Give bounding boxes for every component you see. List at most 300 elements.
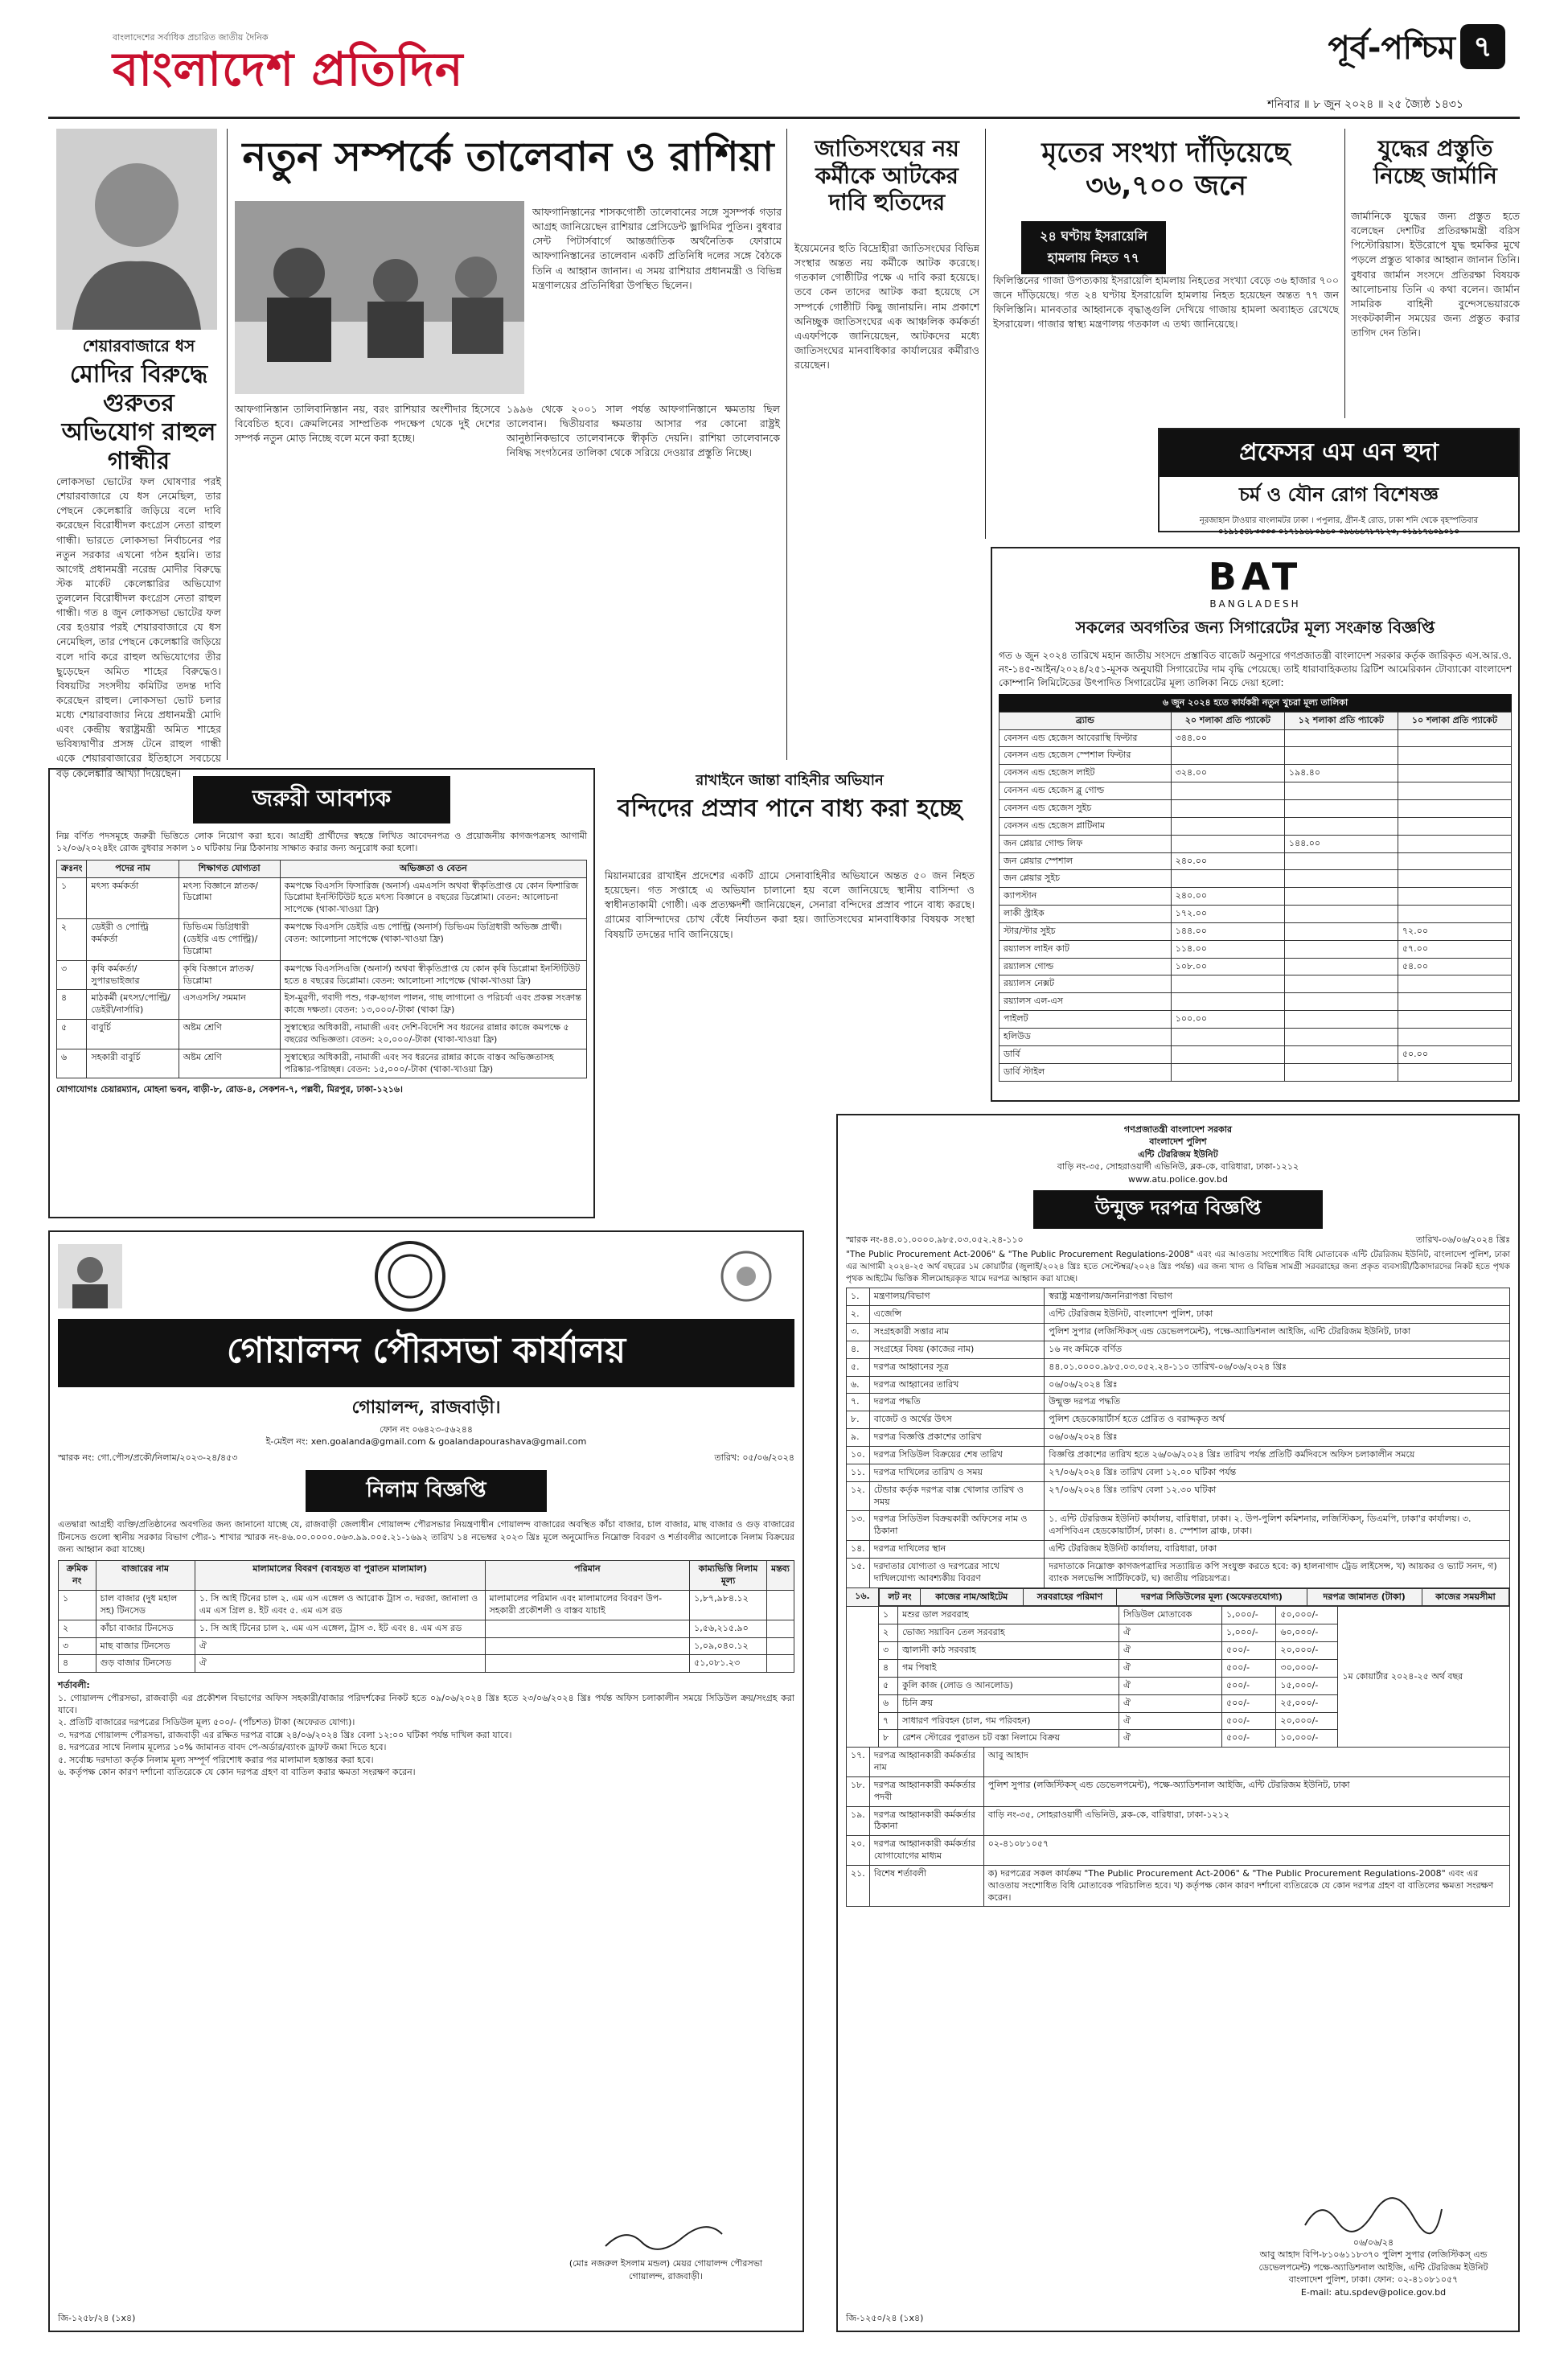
goalanda-column-header: মন্তব্য bbox=[766, 1561, 794, 1591]
goalanda-cell bbox=[766, 1655, 794, 1673]
job-cell: কমপক্ষে বিএসসি ফিসারিজ (অনার্স) এমএসসি অথবা স্বীকৃতিপ্রাপ্ত যে কোন ফিশারিজ ডিপ্লোমা ইনস্টিটিউট হতে মৎস্য বিজ্ঞানে ৪ বছরের ডিপ্লোমা। বেতন: আলোচনা সাপেক্ষে (থাকা-খাওয়া ফ্রি) bbox=[280, 877, 586, 919]
bat-row bbox=[999, 765, 1512, 782]
police-info-cell: ১৪. bbox=[847, 1541, 870, 1559]
rahul-headline[interactable]: মোদির বিরুদ্ধে গুরুতর অভিযোগ রাহুল গান্ধীর bbox=[61, 360, 216, 475]
column-divider bbox=[227, 129, 228, 760]
police-item-cell: ২০,০০০/- bbox=[1276, 1642, 1338, 1660]
police-info-row bbox=[847, 1464, 1510, 1481]
bat-cell: ৫৭.০০ bbox=[1398, 940, 1511, 958]
goalanda-cell bbox=[766, 1637, 794, 1655]
bat-cell: ৫৪.০০ bbox=[1398, 958, 1511, 975]
bat-cell: ১৭২.০০ bbox=[1171, 906, 1284, 923]
bat-logo-text: BAT bbox=[1208, 555, 1303, 598]
doctor-phone: ০১৯১৫৪৮৩৩৩৩ ০১৭১৯৬৮০৯৬০ ০৯৬৬৬৭৮৭৮২৩, ০১৯১৭৬০৯০১০ bbox=[1217, 528, 1460, 536]
bat-column-header: ২০ শলাকা প্রতি প্যাকেট bbox=[1171, 712, 1284, 729]
signature-icon bbox=[1301, 2193, 1446, 2233]
goalanda-column-header: পরিমান bbox=[485, 1561, 690, 1591]
bat-row bbox=[999, 1028, 1512, 1045]
police-info-cell: পুলিশ হেডকোয়ার্টার্স হতে প্রেরিত ও বরাদ্দকৃত অর্থ bbox=[1045, 1411, 1510, 1429]
police-item-cell: ৫০০/- bbox=[1221, 1694, 1275, 1712]
bat-cell: ৭২.০০ bbox=[1398, 922, 1511, 940]
bat-cell bbox=[1284, 852, 1398, 870]
police-info-cell: টেন্ডার কর্তৃক দরপত্র বাক্স খোলার তারিখ ও সময় bbox=[869, 1481, 1045, 1511]
police-item-column-header: কাজের নাম/আইটেম bbox=[920, 1588, 1023, 1606]
police-info-cell: বাড়ি নং-৩৫, সোহরাওয়ার্দী এভিনিউ, ব্লক-কে, বারিধারা, ঢাকা-১২১২ bbox=[983, 1806, 1509, 1836]
bat-column-header: ব্র্যান্ড bbox=[999, 712, 1172, 729]
police-item-cell: ২৫,০০০/- bbox=[1276, 1694, 1338, 1712]
bat-cell: ১০৮.০০ bbox=[1171, 958, 1284, 975]
job-row bbox=[57, 990, 587, 1020]
goalanda-condition-item: ৩. দরপত্র গোয়ালন্দ পৌরসভা, রাজবাড়ী এর রক্ষিত দরপত্র বাক্সে ২৪/০৬/২০২৪ খ্রিঃ বেলা ১২:০০ ঘটিকা পর্যন্ত দাখিল করা যাবে। bbox=[58, 1729, 512, 1740]
bat-cell: বেনসন এন্ড হেজেস আবেরাস্থি ফিল্টার bbox=[999, 729, 1172, 747]
bat-row bbox=[999, 782, 1512, 800]
bat-cell bbox=[1398, 817, 1511, 835]
police-item-cell: ঐ bbox=[1119, 1624, 1222, 1642]
police-info-cell: দরপত্র বিজ্ঞপ্তি প্রকাশের তারিখ bbox=[869, 1429, 1045, 1447]
police-info-row bbox=[847, 1288, 1510, 1306]
bat-cell: বেনসন এন্ড হেজেস লাইট bbox=[999, 765, 1172, 782]
germany-headline[interactable]: যুদ্ধের প্রস্তুতি নিচ্ছে জার্মানি bbox=[1373, 135, 1497, 189]
masthead-brand bbox=[113, 31, 464, 97]
bat-cell: ১০০.০০ bbox=[1171, 1011, 1284, 1029]
goalanda-cell: ঐ bbox=[195, 1637, 485, 1655]
police-info-cell: ১৬ নং ক্রমিকে বর্ণিত bbox=[1045, 1341, 1510, 1358]
police-info-cell: ১৮. bbox=[847, 1776, 870, 1806]
taliban-body-3: ১৯৯৬ থেকে ২০০১ সাল পর্যন্ত আফগানিস্তানে ক্ষমতায় ছিল তালেবান। দ্বিতীয়বার ক্ষমতায় আসার পর কোনো রাষ্ট্রই আনুষ্ঠানিকভাবে তালেবানকে স্বীকৃতি দেয়নি। রাশিয়া তালেবানকে নিষিদ্ধ সংগঠনের তালিকা থেকে সরিয়ে দেওয়ার প্রস্তুতি নিচ্ছে। bbox=[507, 403, 780, 459]
bat-column-header: ১০ শলাকা প্রতি প্যাকেট bbox=[1398, 712, 1511, 729]
goalanda-conditions bbox=[58, 1692, 794, 1779]
job-cell: মৎস্য বিজ্ঞানে স্নাতক/ডিপ্লোমা bbox=[179, 877, 280, 919]
job-cell: কৃষি কর্মকর্তা/ সুপারভাইজার bbox=[87, 960, 179, 990]
bat-cell: ডার্বি স্টাইল bbox=[999, 1063, 1172, 1081]
bat-cell: বেনসন এন্ড হেজেস সুইচ bbox=[999, 800, 1172, 818]
goalanda-cell: ১,৫৬,২১৫.৯০ bbox=[690, 1620, 767, 1637]
police-item-cell: ৫০০/- bbox=[1221, 1730, 1275, 1748]
bat-cell: রয়্যালস নেক্সট bbox=[999, 975, 1172, 993]
police-item-cell: ১,০০০/- bbox=[1221, 1607, 1275, 1624]
police-item-cell: ৬০,০০০/- bbox=[1276, 1624, 1338, 1642]
bat-cell bbox=[1171, 975, 1284, 993]
police-info-cell: ০২-৪১০৮১০৫৭ bbox=[983, 1836, 1509, 1866]
rahul-kicker: শেয়ারবাজারে ধস bbox=[82, 336, 195, 355]
police-info-cell: ১৩. bbox=[847, 1511, 870, 1541]
police-info-cell: ৩. bbox=[847, 1324, 870, 1341]
goalanda-condition-item: ১. গোয়ালন্দ পৌরসভা, রাজবাড়ী এর প্রকৌশল বিভাগের অফিস সহকারী/বাজার পরিদর্শকের নিকট হতে ০৯/০৬/২০২৪ খ্রিঃ হতে ২৩/০৬/২০২৪ খ্রিঃ পর্যন্ত অফিস চলাকালীন সময়ে সিডিউল ক্রয়/সংগ্রহ করা যাবে। bbox=[58, 1692, 794, 1716]
police-info-cell: ১৫. bbox=[847, 1558, 870, 1587]
police-info-cell: দরদাতাকে নিম্নোক্ত কাগজপত্রাদির সত্যায়িত কপি সংযুক্ত করতে হবে: ক) হালনাগাদ ট্রেড লাইসেন্স, খ) আয়কর ও ভ্যাট সনদ, গ) ব্যাংক সলভেন্সি সার্টিফিকেট, ঘ) জাতীয় পরিচয়পত্র। bbox=[1045, 1558, 1510, 1587]
police-info-row bbox=[847, 1865, 1510, 1907]
police-org: বাংলাদেশ পুলিশ bbox=[1149, 1136, 1207, 1148]
goalanda-cell bbox=[766, 1591, 794, 1620]
police-info-cell: ২৭/০৬/২০২৪ খ্রিঃ তারিখ বেলা ১২.৩০ ঘটিকা bbox=[1045, 1481, 1510, 1511]
bat-cell bbox=[1171, 835, 1284, 852]
job-row bbox=[57, 960, 587, 990]
bat-cell: রয়্যালস গোল্ড bbox=[999, 958, 1172, 975]
job-row bbox=[57, 1020, 587, 1049]
bat-cell bbox=[1284, 975, 1398, 993]
bat-cell: বেনসন এন্ড হেজেস প্লাটিনাম bbox=[999, 817, 1172, 835]
police-item-cell: ৩০,০০০/- bbox=[1276, 1659, 1338, 1677]
job-cell: অষ্টম শ্রেণি bbox=[179, 1049, 280, 1078]
bat-cell bbox=[1171, 870, 1284, 888]
goalanda-intro: এতদ্বারা আগ্রহী ব্যক্তি/প্রতিষ্ঠানের অবগতির জন্য জানানো যাচ্ছে যে, রাজবাড়ী জেলাধীন গোয়ালন্দ পৌরসভার নিয়ন্ত্রণাধীন গোয়ালন্দ বাজারের অবস্থিত কাঁচা বাজার, চাল বাজার, মাছ বাজার ও গুড় বাজারের টিনসেড গুলো স্থানীয় সরকার বিভাগ পৌর-১ শাখার স্মারক নং-৪৬.০০.০০০০.০৬৩.৯৯.০০৫.২১-১৬৯২ তারিখ ১৪ নভেম্বর ২০২৩ খ্রিঃ মূলে অনুমোদিত নিম্নোক্ত বিবরণ ও শর্তাবলীর আলোকে নিলাম বিক্রয়ের জন্য আহ্বান করা যাচ্ছে। bbox=[58, 1519, 794, 1555]
police-unit: এন্টি টেররিজম ইউনিট bbox=[1138, 1148, 1218, 1160]
police-item-cell: ঐ bbox=[1119, 1694, 1222, 1712]
police-info-row bbox=[847, 1324, 1510, 1341]
police-item-cell: ভোজ্য সয়াবিন তেল সরবরাহ bbox=[898, 1624, 1119, 1642]
goalanda-footer-code: জি-১২৫৮/২৪ (১x৪) bbox=[58, 2312, 136, 2323]
bat-title: সকলের অবগতির জন্য সিগারেটের মূল্য সংক্রান্ত বিজ্ঞপ্তি bbox=[1075, 618, 1435, 637]
section-title: পূর্ব-পশ্চিম bbox=[1328, 30, 1455, 67]
bat-cell: ডার্বি bbox=[999, 1045, 1172, 1063]
goalanda-cell: ১,০৯,০৪০.১২ bbox=[690, 1637, 767, 1655]
bat-row bbox=[999, 817, 1512, 835]
bat-cell bbox=[1284, 1063, 1398, 1081]
job-cell: বাবুর্চি bbox=[87, 1020, 179, 1049]
police-info-row bbox=[847, 1481, 1510, 1511]
bat-cell bbox=[1284, 1045, 1398, 1063]
bat-cell bbox=[1398, 888, 1511, 906]
police-item-cell: ঐ bbox=[1119, 1730, 1222, 1748]
police-info-cell: ১৭. bbox=[847, 1748, 870, 1777]
job-table bbox=[56, 860, 587, 1079]
police-info-cell: ক) দরপত্রের সকল কার্যক্রম "The Public Procurement Act-2006" & "The Public Procurement Regulations-2008" এবং এর আওতায় সংশোধিত বিধি মোতাবেক পরিচালিত হবে। খ) কর্তৃপক্ষ কোন কারণ দর্শানো ব্যতিরেকে যে কোন দরপত্র গ্রহণ বা বাতিলের ক্ষমতা সংরক্ষণ করেন। bbox=[983, 1865, 1509, 1907]
police-info-row bbox=[847, 1806, 1510, 1836]
bat-cell: ২৪০.০০ bbox=[1171, 852, 1284, 870]
police-info-cell: দরপত্র আহ্বানকারী কর্মকর্তার ঠিকানা bbox=[869, 1806, 983, 1836]
goalanda-row bbox=[59, 1591, 794, 1620]
goalanda-cell: গুড় বাজার টিনসেড bbox=[96, 1655, 195, 1673]
police-items-body bbox=[846, 1606, 1510, 1748]
bat-cell: ৫০.০০ bbox=[1398, 1045, 1511, 1063]
police-item-cell: গম পিষাই bbox=[898, 1659, 1119, 1677]
police-info-table-2 bbox=[846, 1747, 1510, 1907]
police-info-cell: দরপত্র সিডিউল বিক্রয়কারী অফিসের নাম ও ঠিকানা bbox=[869, 1511, 1045, 1541]
job-cell: অষ্টম শ্রেণি bbox=[179, 1020, 280, 1049]
bat-cell bbox=[1284, 922, 1398, 940]
goalanda-title: গোয়ালন্দ পৌরসভা কার্যালয় bbox=[58, 1319, 794, 1387]
goalanda-notice-title: নিলাম বিজ্ঞপ্তি bbox=[306, 1470, 547, 1512]
bat-cell: জন প্লেয়ার গোল্ড লিফ bbox=[999, 835, 1172, 852]
police-info-cell: দরপত্র পদ্ধতি bbox=[869, 1394, 1045, 1411]
police-info-cell: সংগ্রহের বিষয় (কাজের নাম) bbox=[869, 1341, 1045, 1358]
bat-row bbox=[999, 800, 1512, 818]
job-cell: ৩ bbox=[57, 960, 87, 990]
police-info-cell: ১১. bbox=[847, 1464, 870, 1481]
un-headline[interactable]: জাতিসংঘের নয় কর্মীকে আটকের দাবি হুতিদের bbox=[815, 135, 959, 216]
bat-row bbox=[999, 888, 1512, 906]
rahul-body: লোকসভা ভোটের ফল ঘোষণার পরই শেয়ারবাজারে যে ধস নেমেছিল, তার পেছনে কেলেঙ্কারি জড়িয়ে বলে দাবি করেছেন বিরোধীদল কংগ্রেস নেতা রাহুল গান্ধী। ভারতে লোকসভা নির্বাচনের পর নতুন সরকার এখনো গঠন হয়নি। তার আগেই প্রধানমন্ত্রী নরেন্দ্র মোদীর বিরুদ্ধে স্টক মার্কেট কেলেঙ্কারির অভিযোগ তুললেন বিরোধীদল কংগ্রেস নেতা রাহুল গান্ধী। গত ৪ জুন লোকসভা ভোটের ফল বের হওয়ার পরই শেয়ারবাজারে যে ধস নেমেছিল, তার পেছনে কেলেঙ্কারি জড়িয়ে বলে দাবি করে রাহুল অভিযোগের তীর ছুড়েছেন অমিত শাহের বিরুদ্ধেও। বিষয়টির সংসদীয় কমিটির তদন্ত দাবি করেছেন রাহুল। লোকসভা ভোট চলার মধ্যে শেয়ারবাজার নিয়ে প্রধানমন্ত্রী মোদি এবং কেন্দ্রীয় স্বরাষ্ট্রমন্ত্রী অমিত শাহের ভবিষ্যদ্বাণীর প্রসঙ্গ টেনে রাহুল গান্ধী একে শেয়ারবাজারের ইতিহাসে সবচেয়ে বড় কেলেঙ্কারি আখ্যা দিয়েছেন। bbox=[56, 475, 221, 779]
police-info-cell: দরপত্র আহ্বানকারী কর্মকর্তার যোগাযোগের মাধ্যম bbox=[869, 1836, 983, 1866]
goalanda-cell bbox=[485, 1620, 690, 1637]
police-item-column-header: দরপত্র জামানত (টাকা) bbox=[1307, 1588, 1422, 1606]
police-info-cell: ১০. bbox=[847, 1447, 870, 1464]
bat-cell: ১৪৪.০০ bbox=[1171, 922, 1284, 940]
goalanda-cell bbox=[766, 1620, 794, 1637]
police-item-cell: ১ bbox=[879, 1607, 898, 1624]
bat-cell: বেনসন এন্ড হেজেস স্পেশাল ফিল্টার bbox=[999, 747, 1172, 765]
police-item-spacer bbox=[847, 1677, 879, 1694]
bat-cell: ১১৪.০০ bbox=[1171, 940, 1284, 958]
police-memo: স্মারক নং-৪৪.০১.০০০০.৯৮৫.০৩.০৫২.২৪-১১০ bbox=[846, 1234, 1024, 1245]
police-address: বাড়ি নং-৩৫, সোহরাওয়ার্দী এভিনিউ, ব্লক-কে, বারিধারা, ঢাকা-১২১২ bbox=[1057, 1161, 1299, 1173]
bat-cell: পাইলট bbox=[999, 1011, 1172, 1029]
goalanda-row bbox=[59, 1637, 794, 1655]
job-contact: যোগাযোগঃ চেয়ারম্যান, মোহনা ভবন, বাড়ী-৮, রোড-৪, সেকশন-৭, পল্লবী, মিরপুর, ঢাকা-১২১৬। bbox=[56, 1084, 403, 1095]
meeting-photo-icon bbox=[235, 201, 524, 394]
bat-column-header: ১২ শলাকা প্রতি প্যাকেট bbox=[1284, 712, 1398, 729]
police-signature-block bbox=[1253, 2193, 1494, 2298]
police-info-row bbox=[847, 1358, 1510, 1376]
bangladesh-logo-icon bbox=[698, 1244, 794, 1308]
goalanda-table bbox=[58, 1560, 794, 1673]
masthead-rule bbox=[48, 117, 1520, 119]
police-item-cell: ৫ bbox=[879, 1677, 898, 1694]
job-row bbox=[57, 919, 587, 961]
police-info-row bbox=[847, 1306, 1510, 1324]
bat-cell bbox=[1398, 1028, 1511, 1045]
bat-cell: রয়্যালস এল-এস bbox=[999, 993, 1172, 1011]
bat-cell bbox=[1284, 800, 1398, 818]
goalanda-cell: ১,৮৭,৯৮৪.১২ bbox=[690, 1591, 767, 1620]
goalanda-phone: ফোন নং ০৬৪২৩-৫৬২৪৪ bbox=[380, 1424, 473, 1435]
police-item-column-header: কাজের সময়সীমা bbox=[1422, 1588, 1508, 1606]
bat-row bbox=[999, 1011, 1512, 1029]
police-web[interactable]: www.atu.police.gov.bd bbox=[1128, 1173, 1228, 1185]
rakhine-body: মিয়ানমারের রাখাইন প্রদেশের একটি গ্রামে সেনাবাহিনীর অভিযানে অন্তত ৫০ জন নিহত হয়েছেন। গত সপ্তাহে এ অভিযান চালানো হয় বলে জানিয়েছে স্থানীয় বাসিন্দা ও স্বাধীনতাকামী গোষ্ঠী। এক প্রত্যক্ষদর্শী জানিয়েছেন, সেনারা বন্দিদের প্রস্রাব পানে বাধ্য করছে। গ্রামের বাসিন্দাদের চোখ বেঁধে নির্যাতন করা হয়। জাতিসংঘের মানবাধিকার বিষয়ক সংস্থা বিষয়টি তদন্তের দাবি জানিয়েছে। bbox=[605, 869, 975, 940]
bat-cell bbox=[1171, 800, 1284, 818]
police-info-cell: ১৯. bbox=[847, 1806, 870, 1836]
bat-cell bbox=[1171, 1045, 1284, 1063]
police-date: তারিখ-০৬/০৬/২০২৪ খ্রিঃ bbox=[1415, 1234, 1510, 1245]
bat-cell: ১৪৪.০০ bbox=[1284, 835, 1398, 852]
bat-logo bbox=[999, 555, 1512, 610]
bat-row bbox=[999, 940, 1512, 958]
bat-cell bbox=[1284, 817, 1398, 835]
goalanda-email[interactable]: ই-মেইল নং: xen.goalanda@gmail.com & goalandapourashava@gmail.com bbox=[265, 1436, 587, 1448]
job-cell: সুস্বাস্থ্যের অধিকারী, নামাজী এবং সব ধরনের রান্নার কাজে বাস্তব অভিজ্ঞতাসহ পরিষ্কার-পরিচ্ছন্ন। বেতন: ১৫,০০০/-টাকা (থাকা-খাওয়া ফ্রি) bbox=[280, 1049, 586, 1078]
police-info-cell: দরপত্র আহ্বানের তারিখ bbox=[869, 1376, 1045, 1394]
police-item-cell: ১০,০০০/- bbox=[1276, 1730, 1338, 1748]
police-item-spacer bbox=[847, 1607, 879, 1624]
bat-row bbox=[999, 870, 1512, 888]
police-info-cell: ২০. bbox=[847, 1836, 870, 1866]
bat-cell: ১৯৪.৪০ bbox=[1284, 765, 1398, 782]
bat-cell: লাকী স্ট্রাইক bbox=[999, 906, 1172, 923]
job-cell: এসএসসি/ সমমান bbox=[179, 990, 280, 1020]
bat-cell bbox=[1171, 1028, 1284, 1045]
taliban-body-2: আফগানিস্তান তালিবানিস্তান নয়, বরং রাশিয়ার অংশীদার হিসেবে বিবেচিত হবে। ক্রেমলিনের সাম্প্রতিক পদক্ষেপ থেকে দুই দেশের সম্পর্ক নতুন মোড় নিচ্ছে বলে মনে করা হচ্ছে। bbox=[235, 403, 500, 445]
rahul-photo bbox=[56, 129, 217, 330]
police-email[interactable]: E-mail: atu.spdev@police.gov.bd bbox=[1300, 2286, 1447, 2298]
goalanda-cell: কাঁচা বাজার টিনসেড bbox=[96, 1620, 195, 1637]
bat-row bbox=[999, 993, 1512, 1011]
bat-cell bbox=[1171, 1063, 1284, 1081]
goalanda-cell: ১. সি আই টিনের চাল ২. এম এস এঙ্গেল, ট্রাস ৩. ইট এবং ৪. এম এস রড bbox=[195, 1620, 485, 1637]
goalanda-signer: (মোঃ নজরুল ইসলাম মন্ডল) মেয়র গোয়ালন্দ পৌরসভা গোয়ালন্দ, রাজবাড়ী। bbox=[569, 2258, 763, 2282]
un-body: ইয়েমেনের হুতি বিদ্রোহীরা জাতিসংঘের বিভিন্ন সংস্থার অন্তত নয় কর্মীকে আটক করেছে। গতকাল গোষ্ঠীটির পক্ষে এ দাবি করা হয়েছে। তবে কেন তাদের আটক করা হয়েছে সে সম্পর্কে গোষ্ঠীটি কিছু জানায়নি। নাম প্রকাশে অনিচ্ছুক জাতিসংঘের এক আঞ্চলিক কর্মকর্তা এএফপিকে জানিয়েছেন, আটকদের মধ্যে জাতিসংঘের মানবাধিকার কার্যালয়ের কর্মীরাও রয়েছেন। bbox=[794, 242, 979, 371]
bat-cell bbox=[1398, 1011, 1511, 1029]
goalanda-condition-item: ২. প্রতিটি বাজারের দরপত্রের সিডিউল মূল্য ৫০০/- (পাঁচশত) টাকা (অফেরত যোগ্য)। bbox=[58, 1717, 355, 1728]
dateline: শনিবার ॥ ৮ জুন ২০২৪ ॥ ২৫ জ্যৈষ্ঠ ১৪৩১ bbox=[1267, 98, 1463, 111]
police-info-cell: এন্টি টেররিজম ইউনিট কার্যালয়, বারিধারা, ঢাকা bbox=[1045, 1541, 1510, 1559]
person-portrait-icon bbox=[56, 129, 217, 330]
police-item-period: ১ম কোয়ার্টার ২০২৪-২৫ অর্থ বছর bbox=[1338, 1607, 1510, 1748]
police-item-cell: কুলি কাজ (লোড ও আনলোড) bbox=[898, 1677, 1119, 1694]
goalanda-cell: ১. সি আই টিনের চাল ২. এম এস এঙ্গেল ও আরোক ট্রাস ৩. দরজা, জানালা ও এম এস গ্রিল ৪. ইট এবং ৫. এম এস রড bbox=[195, 1591, 485, 1620]
police-info-cell: উন্মুক্ত দরপত্র পদ্ধতি bbox=[1045, 1394, 1510, 1411]
goalanda-cell bbox=[485, 1655, 690, 1673]
goalanda-cell bbox=[485, 1637, 690, 1655]
police-info-row bbox=[847, 1376, 1510, 1394]
doctor-name: প্রফেসর এম এন হুদা bbox=[1160, 429, 1518, 477]
bat-row bbox=[999, 975, 1512, 993]
job-title: জরুরী আবশ্যক bbox=[193, 776, 450, 824]
job-column-header: অভিজ্ঞতা ও বেতন bbox=[280, 860, 586, 877]
job-cell: সুস্বাস্থ্যের অধিকারী, নামাজী এবং দেশি-বিদেশি সব ধরনের রান্নার কাজে কমপক্ষে ৫ বছরের অভিজ্ঞতা। বেতন: ২০,০০০/-টাকা (থাকা-খাওয়া ফ্রি) bbox=[280, 1020, 586, 1049]
police-info-row bbox=[847, 1748, 1510, 1777]
bat-cell bbox=[1284, 782, 1398, 800]
police-item-cell: মশুর ডাল সরবরাহ bbox=[898, 1607, 1119, 1624]
bat-cell bbox=[1171, 782, 1284, 800]
goalanda-row bbox=[59, 1655, 794, 1673]
job-cell: মাঠকর্মী (মৎস্য/পোল্ট্রি/ ডেইরী/নার্সারি) bbox=[87, 990, 179, 1020]
goalanda-cell: ৩ bbox=[59, 1637, 96, 1655]
bat-row bbox=[999, 906, 1512, 923]
police-info-cell: দরপত্র দাখিলের তারিখ ও সময় bbox=[869, 1464, 1045, 1481]
police-ad bbox=[836, 1114, 1520, 2332]
bat-cell bbox=[1284, 729, 1398, 747]
police-info-cell: ৫. bbox=[847, 1358, 870, 1376]
job-intro: নিম্ন বর্ণিত পদসমূহে জরুরী ভিত্তিতে লোক নিয়োগ করা হবে। আগ্রহী প্রার্থীদের স্বহস্তে লিখিত আবেদনপত্র ও প্রয়োজনীয় কাগজপত্রসহ আগামী ১২/০৬/২০২৪ইং রোজ বুধবার সকাল ১০ ঘটিকায় নিম্ন ঠিকানায় সাক্ষাত করার জন্য অনুরোধ করা হলো। bbox=[56, 831, 587, 854]
masthead-logo[interactable]: বাংলাদেশ প্রতিদিন bbox=[113, 42, 464, 97]
job-cell: ৬ bbox=[57, 1049, 87, 1078]
job-cell: ইস-মুরগী, গবাদী পশু, গরু-ছাগল পালন, গাছ লাগানো ও পরিচর্যা এবং প্রকল্প সংক্রান্ত কাজে দক্ষতা। বেতন: ১৩,০০০/-টাকা (থাকা ফ্রি) bbox=[280, 990, 586, 1020]
police-info-cell: ০৬/০৬/২০২৪ খ্রিঃ bbox=[1045, 1429, 1510, 1447]
germany-body: জার্মানিকে যুদ্ধের জন্য প্রস্তুত হতে বলেছেন দেশটির প্রতিরক্ষামন্ত্রী বরিস পিস্টোরিয়াস। ইউরোপে যুদ্ধ হুমকির মুখে পড়লে প্রস্তুত থাকার আহ্বান জানান তিনি। বুধবার জার্মান সংসদে প্রতিরক্ষা বিষয়ক আলোচনায় তিনি এ কথা বলেন। জার্মান সামরিক বাহিনী বুন্দেসভেয়ারকে সংকটকালীন সময়ের জন্য প্রস্তুত করার তাগিদ দেন তিনি। bbox=[1351, 210, 1520, 339]
job-cell: কমপক্ষে বিএসসি ডেইরি এন্ড পোল্ট্রি (অনার্স) ডিভিএম ডিগ্রিধারী অভিজ্ঞ প্রার্থী। বেতন: আলোচনা সাপেক্ষে (থাকা-খাওয়া ফ্রি) bbox=[280, 919, 586, 961]
bat-cell bbox=[1171, 993, 1284, 1011]
bat-cell bbox=[1398, 800, 1511, 818]
police-item-cell: ঐ bbox=[1119, 1659, 1222, 1677]
job-cell: ৪ bbox=[57, 990, 87, 1020]
police-info-cell: বিশেষ শর্তাবলী bbox=[869, 1865, 983, 1907]
police-info-cell: দরপত্র আহ্বানকারী কর্মকর্তার নাম bbox=[869, 1748, 983, 1777]
goalanda-condition-item: ৬. কর্তৃপক্ষ কোন কারণ দর্শানো ব্যতিরেকে যে কোন দরপত্র গ্রহণ বা বাতিল করার ক্ষমতা সংরক্ষণ করেন। bbox=[58, 1766, 416, 1777]
rakhine-headline[interactable]: বন্দিদের প্রস্রাব পানে বাধ্য করা হচ্ছে bbox=[617, 795, 963, 823]
taliban-headline[interactable]: নতুন সম্পর্কে তালেবান ও রাশিয়া bbox=[242, 133, 774, 180]
goalanda-memo: স্মারক নং: গো.পৌস/প্রকৌ/নিলাম/২০২৩-২৪/৪৫৩ bbox=[58, 1452, 238, 1463]
bat-intro: গত ৬ জুন ২০২৪ তারিখে মহান জাতীয় সংসদে প্রস্তাবিত বাজেট অনুসারে গণপ্রজাতন্ত্রী বাংলাদেশ সরকার কর্তৃক জারিকৃত এস.আর.ও. নং-১৪৫-আইন/২০২৪/২৫১-মূসক অনুযায়ী সিগারেটের দাম বৃদ্ধি পেয়েছে। তাই ধারাবাহিকতায় ব্রিটিশ আমেরিকান টোব্যাকো বাংলাদেশ কোম্পানি লিমিটেডের উৎপাদিত সিগারেটের মূল্য তালিকা নিচে দেয়া হলো: bbox=[999, 650, 1512, 688]
police-info-cell: ৮. bbox=[847, 1411, 870, 1429]
police-info-cell: পুলিশ সুপার (লজিস্টিকস্ এন্ড ডেভেলপমেন্ট), পক্ষে-অ্যাডিশনাল আইজি, এন্টি টেররিজম ইউনিট, ঢাকা bbox=[1045, 1324, 1510, 1341]
bat-cell bbox=[1398, 906, 1511, 923]
bat-row bbox=[999, 747, 1512, 765]
police-info-cell: ১২. bbox=[847, 1481, 870, 1511]
police-item-cell: ৫০০/- bbox=[1221, 1659, 1275, 1677]
police-info-row bbox=[847, 1836, 1510, 1866]
police-item-cell: ৪ bbox=[879, 1659, 898, 1677]
bat-cell: জন প্লেয়ার সুইচ bbox=[999, 870, 1172, 888]
bat-cell bbox=[1398, 975, 1511, 993]
goalanda-conditions-title: শর্তাবলী: bbox=[58, 1680, 90, 1691]
police-item-cell: ৮ bbox=[879, 1730, 898, 1748]
police-item-cell: জ্বালানী কাঠ সরবরাহ bbox=[898, 1642, 1119, 1660]
bat-cell: বেনসন এন্ড হেজেস ব্লু গোল্ড bbox=[999, 782, 1172, 800]
goalanda-cell: ৪ bbox=[59, 1655, 96, 1673]
police-item-cell: ৫০,০০০/- bbox=[1276, 1607, 1338, 1624]
job-cell: ডিভিএম ডিগ্রিধারী (ডেইরি এন্ড পোল্ট্রি)/ ডিপ্লোমা bbox=[179, 919, 280, 961]
police-item-row bbox=[847, 1607, 1510, 1624]
police-info-cell: পুলিশ সুপার (লজিস্টিকস্ এন্ড ডেভেলপমেন্ট), পক্ষে-অ্যাডিশনাল আইজি, এন্টি টেররিজম ইউনিট, ঢাকা bbox=[983, 1776, 1509, 1806]
bat-cell bbox=[1398, 852, 1511, 870]
goalanda-cell: ঐ bbox=[195, 1655, 485, 1673]
goalanda-cell: চাল বাজার (দুধ মহাল সহ) টিনসেড bbox=[96, 1591, 195, 1620]
police-item-spacer bbox=[847, 1624, 879, 1642]
doctor-specialty: চর্ম ও যৌন রোগ বিশেষজ্ঞ bbox=[1238, 483, 1439, 506]
police-signer: আবু আহাদ বিপি-৮১০৬১১৮৩৭০ পুলিশ সুপার (লজিস্টিকস্ এন্ড ডেভেলপমেন্ট) পক্ষে-অ্যাডিশনাল আইজি, এন্টি টেররিজম ইউনিট বাংলাদেশ পুলিশ, ঢাকা। ফোন: ০২-৪১০৮১০৫৭ bbox=[1258, 2249, 1488, 2286]
bat-cell bbox=[1398, 835, 1511, 852]
bat-cell bbox=[1398, 747, 1511, 765]
bat-cell bbox=[1284, 888, 1398, 906]
goalanda-cell: মালামালের পরিমান এবং মালামালের বিবরণ উপ-সহকারী প্রকৌশলী ও বাস্তব যাচাই bbox=[485, 1591, 690, 1620]
police-info-row bbox=[847, 1429, 1510, 1447]
police-info-cell: ১. bbox=[847, 1288, 870, 1306]
police-items-table: ১৬. লট নং কাজের নাম/আইটেম সরবরাহের পরিমাণ দরপত্র সিডিউলের মূল্য (অফেরতযোগ্য) দরপত্র জামানত (টাকা) কাজের সময়সীমা bbox=[846, 1587, 1510, 1608]
goalanda-cell: ৫১,০৮১.২৩ bbox=[690, 1655, 767, 1673]
doctor-ad[interactable] bbox=[1158, 428, 1520, 536]
column-divider bbox=[985, 129, 986, 539]
goalanda-date: তারিখ: ০৫/০৬/২০২৪ bbox=[714, 1452, 794, 1463]
column-divider bbox=[1344, 129, 1345, 418]
police-info-row bbox=[847, 1558, 1510, 1587]
police-info-cell: বিজ্ঞপ্তি প্রকাশের তারিখ হতে ২৬/০৬/২০২৪ খ্রিঃ তারিখ পর্যন্ত প্রতিটি কর্মদিবসে অফিস চলাকালীন সময়ে bbox=[1045, 1447, 1510, 1464]
police-item-cell: ঐ bbox=[1119, 1642, 1222, 1660]
bat-cell: জন প্লেয়ার স্পেশাল bbox=[999, 852, 1172, 870]
gaza-headline[interactable]: মৃতের সংখ্যা দাঁড়িয়েছে ৩৬,৭০০ জনে bbox=[1041, 137, 1291, 202]
gaza-body: ফিলিস্তিনের গাজা উপত্যকায় ইসরায়েলি হামলায় নিহতের সংখ্যা বেড়ে ৩৬ হাজার ৭০০ জনে দাঁড়িয়েছে। গত ২৪ ঘণ্টায় ইসরায়েলি হামলায় নিহত হয়েছেন অন্তত ৭৭ জন ফিলিস্তিনি। মানবতার আহ্বানকে বৃদ্ধাঙ্গুলি দেখিয়ে গাজায় হামলা অব্যাহত রেখেছে ইসরায়েল। গাজার স্বাস্থ্য মন্ত্রণালয় গতকাল এ তথ্য জানিয়েছে। bbox=[993, 274, 1339, 331]
bat-table-caption: ৬ জুন ২০২৪ হতে কার্যকরী নতুন খুচরা মূল্য তালিকা bbox=[999, 694, 1512, 711]
police-item-cell: ৫০০/- bbox=[1221, 1642, 1275, 1660]
goalanda-cell: ১ bbox=[59, 1591, 96, 1620]
police-item-cell: ঐ bbox=[1119, 1677, 1222, 1694]
job-cell: কমপক্ষে বিএসসিএজি (অনার্স) অথবা স্বীকৃতিপ্রাপ্ত যে কোন কৃষি ডিপ্লোমা ইনস্টিটিউট হতে ৪ বছরের ডিপ্লোমা। বেতন: আলোচনা সাপেক্ষে (থাকা-খাওয়া ফ্রি) bbox=[280, 960, 586, 990]
job-cell: ৫ bbox=[57, 1020, 87, 1049]
job-ad bbox=[48, 768, 595, 1218]
gaza-subhead: ২৪ ঘণ্টায় ইসরায়েলি হামলায় নিহত ৭৭ bbox=[1021, 221, 1166, 274]
job-column-header: পদের নাম bbox=[87, 860, 179, 877]
goalanda-column-header: ক্রমিক নং bbox=[59, 1561, 96, 1591]
police-info-row bbox=[847, 1341, 1510, 1358]
bat-row bbox=[999, 835, 1512, 852]
police-title: উন্মুক্ত দরপত্র বিজ্ঞপ্তি bbox=[1033, 1190, 1323, 1229]
police-info-row bbox=[847, 1394, 1510, 1411]
police-item-cell: ১৫,০০০/- bbox=[1276, 1677, 1338, 1694]
police-info-cell: দরপত্র আহ্বানের সূত্র bbox=[869, 1358, 1045, 1376]
goalanda-header bbox=[58, 1240, 794, 1312]
police-info-cell: বাজেট ও অর্থের উৎস bbox=[869, 1411, 1045, 1429]
job-row bbox=[57, 1049, 587, 1078]
goalanda-signature-block bbox=[561, 2222, 770, 2282]
police-footer-code: জি-১২৫০/২৪ (১x৪) bbox=[846, 2312, 924, 2323]
police-info-row bbox=[847, 1776, 1510, 1806]
police-item-column-header: সরবরাহের পরিমাণ bbox=[1023, 1588, 1117, 1606]
police-item-spacer bbox=[847, 1730, 879, 1748]
goalanda-ad bbox=[48, 1230, 804, 2332]
job-cell: কৃষি বিজ্ঞানে স্নাতক/ডিপ্লোমা bbox=[179, 960, 280, 990]
police-info-cell: ৯. bbox=[847, 1429, 870, 1447]
goalanda-cell: মাছ বাজার টিনসেড bbox=[96, 1637, 195, 1655]
